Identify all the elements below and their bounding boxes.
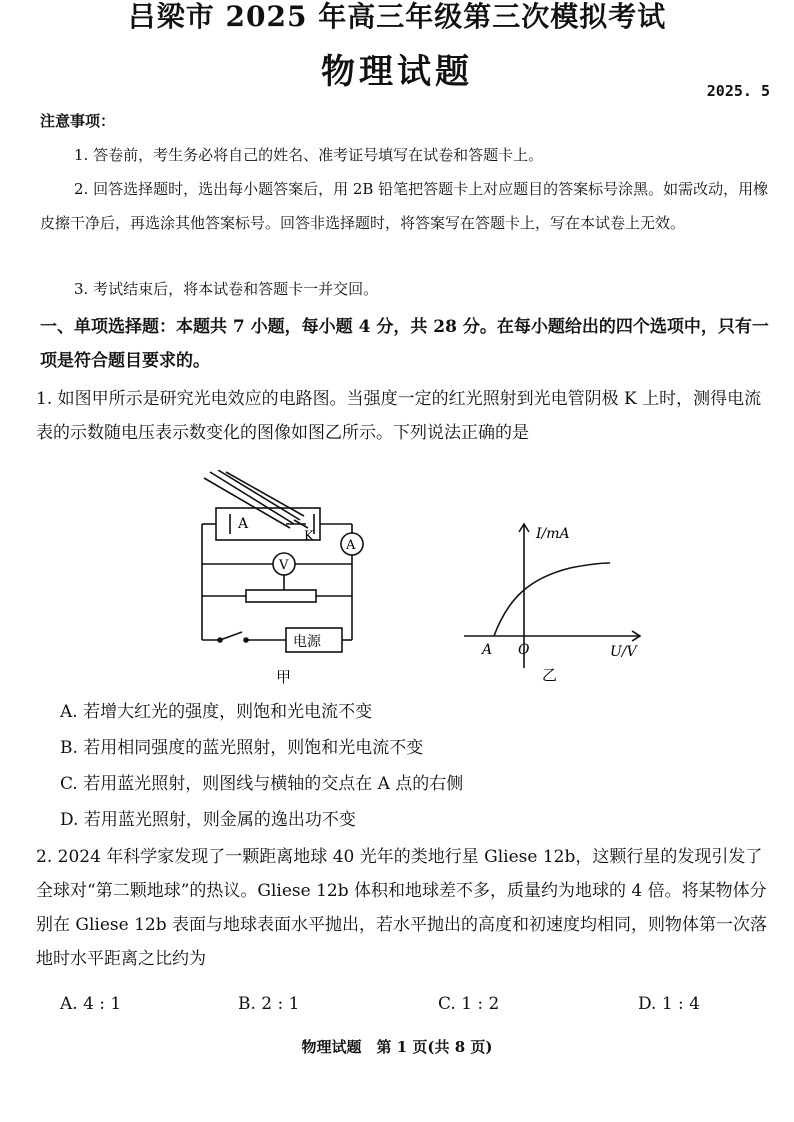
q2-option-d: D. 1 : 4 xyxy=(638,994,700,1014)
figure-b-caption: 乙 xyxy=(542,666,558,684)
q1-option-d: D. 若用蓝光照射，则金属的逸出功不变 xyxy=(60,810,356,830)
q1-option-c: C. 若用蓝光照射，则图线与横轴的交点在 A 点的右侧 xyxy=(60,774,464,794)
subject-title: 物理试题 xyxy=(321,52,473,92)
voltmeter-label: V xyxy=(279,558,289,573)
q2-option-a: A. 4 : 1 xyxy=(60,994,122,1014)
exam-date: 2025. 5 xyxy=(706,82,770,100)
q2-option-b: B. 2 : 1 xyxy=(238,994,300,1014)
page-footer: 物理试题 第 1 页(共 8 页) xyxy=(301,1038,493,1056)
cathode-label: K xyxy=(304,529,314,544)
question-1-stem: 1. 如图甲所示是研究光电效应的电路图。当强度一定的红光照射到光电管阴极 K 上时，测得电流表的示数随电压表示数变化的图像如图乙所示。下列说法正确的是 xyxy=(36,389,762,443)
figure-a-caption: 甲 xyxy=(276,668,292,686)
question-2-stem: 2. 2024 年科学家发现了一颗距离地球 40 光年的类地行星 Gliese 12b，这颗行星的发现引发了全球对“第二颗地球”的热议。Gliese 12b 体积和地球差不多，质量约为地球的 4 倍。将某物体分别在 Gliese 12b 表面与地球表面水平抛出，若水平抛出的高度和初速度均相同，则物体第一次落地时水平距离之比约为 xyxy=(36,847,768,969)
anode-label: A xyxy=(238,516,249,532)
light-beam-2 xyxy=(218,470,300,520)
exam-title: 吕梁市 2025 年高三年级第三次模拟考试 xyxy=(127,0,667,33)
x-axis-label: U/V xyxy=(610,644,637,660)
notice-item-3: 3. 考试结束后，将本试卷和答题卡一并交回。 xyxy=(74,280,379,298)
point-a-label: A xyxy=(482,642,493,658)
origin-label: O xyxy=(518,642,530,658)
figure-iv-graph xyxy=(460,518,650,688)
q2-option-c: C. 1 : 2 xyxy=(438,994,500,1014)
q1-option-a: A. 若增大红光的强度，则饱和光电流不变 xyxy=(60,702,373,722)
y-axis-label: I/mA xyxy=(536,526,570,542)
switch xyxy=(220,632,242,640)
light-beam-1 xyxy=(210,472,294,524)
power-label: 电源 xyxy=(293,634,321,650)
rheostat xyxy=(246,590,316,602)
notice-heading: 注意事项： xyxy=(40,112,116,130)
notice-item-2: 2. 回答选择题时，选出每小题答案后，用 2B 铅笔把答题卡上对应题目的答案标号涂黑。如需改动，用橡皮擦干净后，再选涂其他答案标号。回答非选择题时，将答案写在答题卡上，写在本试卷上无效。 xyxy=(40,180,769,232)
q1-option-b: B. 若用相同强度的蓝光照射，则饱和光电流不变 xyxy=(60,738,424,758)
ammeter-label: A xyxy=(346,538,356,553)
figure-circuit xyxy=(190,470,380,690)
notice-item-1: 1. 答卷前，考生务必将自己的姓名、准考证号填写在试卷和答题卡上。 xyxy=(74,146,544,164)
section-1-heading: 一、单项选择题：本题共 7 小题，每小题 4 分，共 28 分。在每小题给出的四个选项中，只有一项是符合题目要求的。 xyxy=(40,317,769,371)
iv-curve xyxy=(494,563,610,636)
